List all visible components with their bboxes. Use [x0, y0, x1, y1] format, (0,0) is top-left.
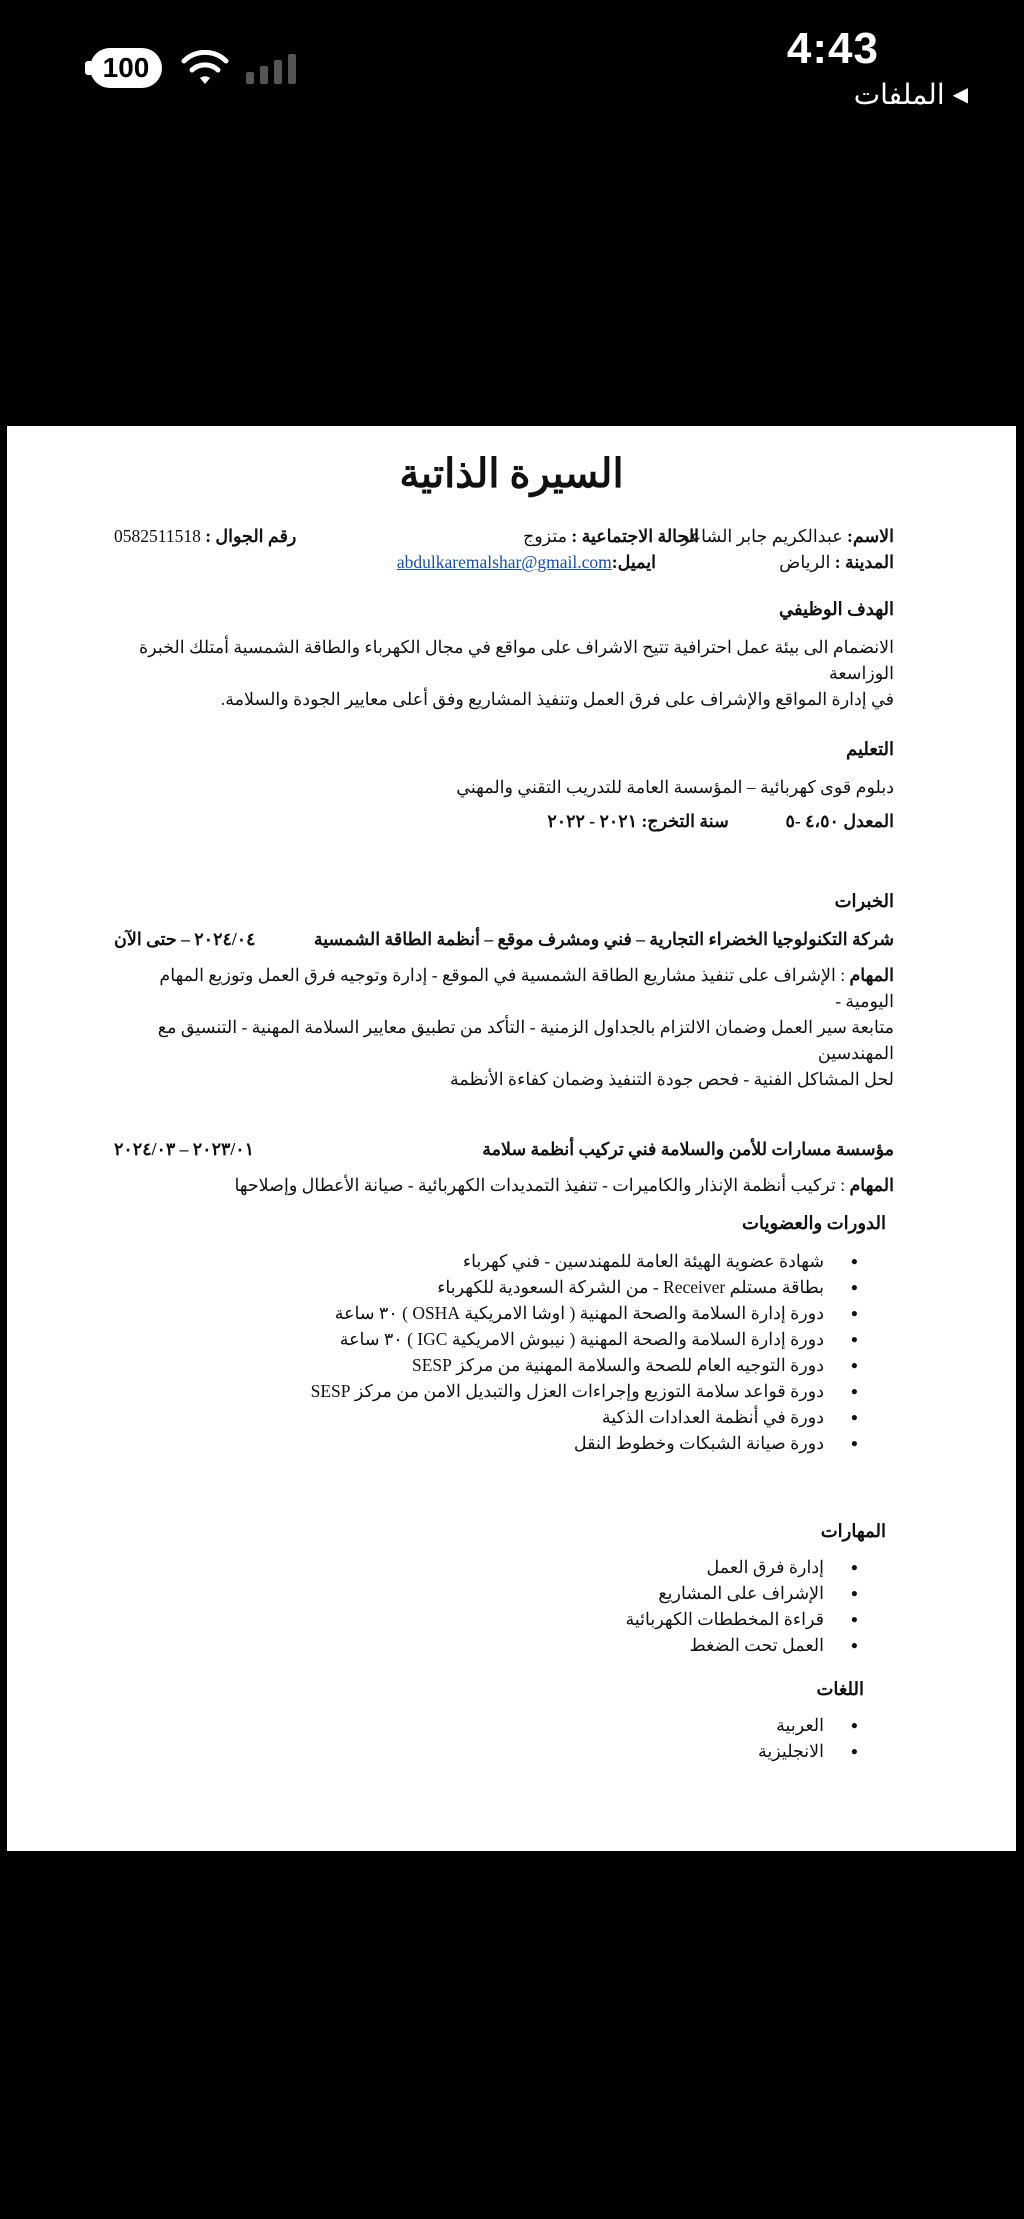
list-item: ● دورة في أنظمة العدادات الذكية	[114, 1404, 860, 1430]
phone-value: 0582511518	[114, 526, 201, 546]
status-bar	[0, 0, 1024, 130]
courses-section	[114, 1210, 894, 1456]
languages-section	[114, 1676, 894, 1764]
job2-tasks	[114, 1172, 894, 1198]
gpa-value: ٤،٥٠ -٥	[785, 811, 839, 831]
job2-tasks-text: : تركيب أنظمة الإنذار والكاميرات - تنفيذ التمديدات الكهربائية - صيانة الأعطال وإصلاحها	[234, 1175, 846, 1195]
job1-tasks-line-3: لحل المشاكل الفنية - فحص جودة التنفيذ وضمان كفاءة الأنظمة	[449, 1069, 894, 1089]
list-item: ● دورة إدارة السلامة والصحة المهنية ( نيبوش الامريكية IGC ) ٣٠ ساعة	[114, 1326, 860, 1352]
name-value: عبدالكريم جابر الشاعر	[681, 526, 843, 546]
education-details	[114, 808, 894, 834]
phone-label: رقم الجوال :	[205, 526, 297, 546]
wifi-icon	[180, 50, 230, 88]
skills-heading: المهارات	[820, 1521, 886, 1541]
job2-tasks-label: المهام	[849, 1175, 894, 1195]
back-to-files-button[interactable]	[854, 78, 968, 111]
battery-level: 100	[102, 52, 150, 83]
info-row-2	[114, 552, 894, 578]
education-heading: التعليم	[846, 739, 894, 759]
courses-heading: الدورات والعضويات	[742, 1213, 886, 1233]
list-item: ● دورة قواعد سلامة التوزيع وإجراءات العزل والتبديل الامن من مركز SESP	[114, 1378, 860, 1404]
job2-header	[114, 1136, 894, 1162]
experience-section	[114, 888, 894, 1198]
job1-header	[114, 926, 894, 952]
job2-period: ٢٠٢٣/٠١ – ٢٠٢٤/٠٣	[114, 1139, 255, 1159]
objective-line-1: الانضمام الى بيئة عمل احترافية تتيح الاشراف على مواقع في مجال الكهرباء والطاقة الشمسية أمتلك الخبرة الوزاسعة	[139, 637, 894, 683]
experience-heading: الخبرات	[834, 891, 894, 911]
gpa-label: المعدل	[843, 811, 894, 831]
job1-tasks-text: : الإشراف على تنفيذ مشاريع الطاقة الشمسية في الموقع - إدارة وتوجيه فرق العمل وتوزيع المهام اليومية -	[159, 965, 894, 1011]
city-label: المدينة :	[834, 552, 894, 572]
cellular-signal-icon	[244, 52, 300, 86]
job1-tasks-label: المهام	[849, 965, 894, 985]
marital-value: متزوج	[522, 526, 567, 546]
grad-value: ٢٠٢١ - ٢٠٢٢	[547, 811, 638, 831]
job1-tasks-line-2: متابعة سير العمل وضمان الالتزام بالجداول الزمنية - التأكد من تطبيق معايير السلامة المهنية - التنسيق مع المهندسين	[157, 1017, 894, 1063]
list-item: ● العربية	[114, 1712, 860, 1738]
education-section	[114, 736, 894, 834]
list-item: ● إدارة فرق العمل	[114, 1554, 860, 1580]
education-degree: دبلوم قوى كهربائية – المؤسسة العامة للتدريب التقني والمهني	[456, 777, 894, 797]
objective-heading: الهدف الوظيفي	[778, 599, 894, 619]
city-value: الرياض	[779, 552, 831, 572]
objective-section	[114, 596, 894, 712]
list-item: ● الانجليزية	[114, 1738, 860, 1764]
back-triangle-icon: ◀	[952, 84, 968, 106]
cv-title: السيرة الذاتية	[399, 451, 624, 496]
list-item: ● دورة إدارة السلامة والصحة المهنية ( اوشا الامريكية OSHA ) ٣٠ ساعة	[114, 1300, 860, 1326]
objective-line-2: في إدارة المواقع والإشراف على فرق العمل وتنفيذ المشاريع وفق أعلى معايير الجودة والسلامة.	[220, 689, 894, 709]
back-label: الملفات	[853, 79, 945, 110]
email-label: ايميل:	[611, 552, 656, 572]
document-page[interactable]	[7, 426, 1016, 1851]
courses-list	[114, 1248, 860, 1456]
list-item: ● قراءة المخططات الكهربائية	[114, 1606, 860, 1632]
name-label: الاسم:	[847, 526, 894, 546]
clock: 4:43	[786, 24, 879, 73]
list-item: ● الإشراف على المشاريع	[114, 1580, 860, 1606]
list-item: ● دورة التوجيه العام للصحة والسلامة المهنية من مركز SESP	[114, 1352, 860, 1378]
languages-list	[114, 1712, 860, 1764]
list-item: ● دورة صيانة الشبكات وخطوط النقل	[114, 1430, 860, 1456]
list-item: ● بطاقة مستلم Receiver - من الشركة السعودية للكهرباء	[114, 1274, 860, 1300]
job1-period: ٢٠٢٤/٠٤ – حتى الآن	[114, 929, 256, 949]
languages-heading: اللغات	[816, 1679, 864, 1699]
list-item: ● العمل تحت الضغط	[114, 1632, 860, 1658]
grad-label: سنة التخرج:	[641, 811, 729, 831]
skills-list	[114, 1554, 860, 1658]
list-item: ● شهادة عضوية الهيئة العامة للمهندسين - فني كهرباء	[114, 1248, 860, 1274]
info-row-1	[114, 526, 894, 552]
job1-tasks-line-1	[114, 962, 894, 1014]
job2-title: مؤسسة مسارات للأمن والسلامة فني تركيب أنظمة سلامة	[482, 1139, 894, 1159]
marital-label: الحالة الاجتماعية :	[571, 526, 699, 546]
email-link[interactable]: abdulkaremalshar@gmail.com	[396, 552, 612, 572]
job1-title: شركة التكنولوجيا الخضراء التجارية – فني ومشرف موقع – أنظمة الطاقة الشمسية	[313, 929, 894, 949]
skills-section	[114, 1518, 894, 1658]
battery-icon	[90, 48, 162, 88]
